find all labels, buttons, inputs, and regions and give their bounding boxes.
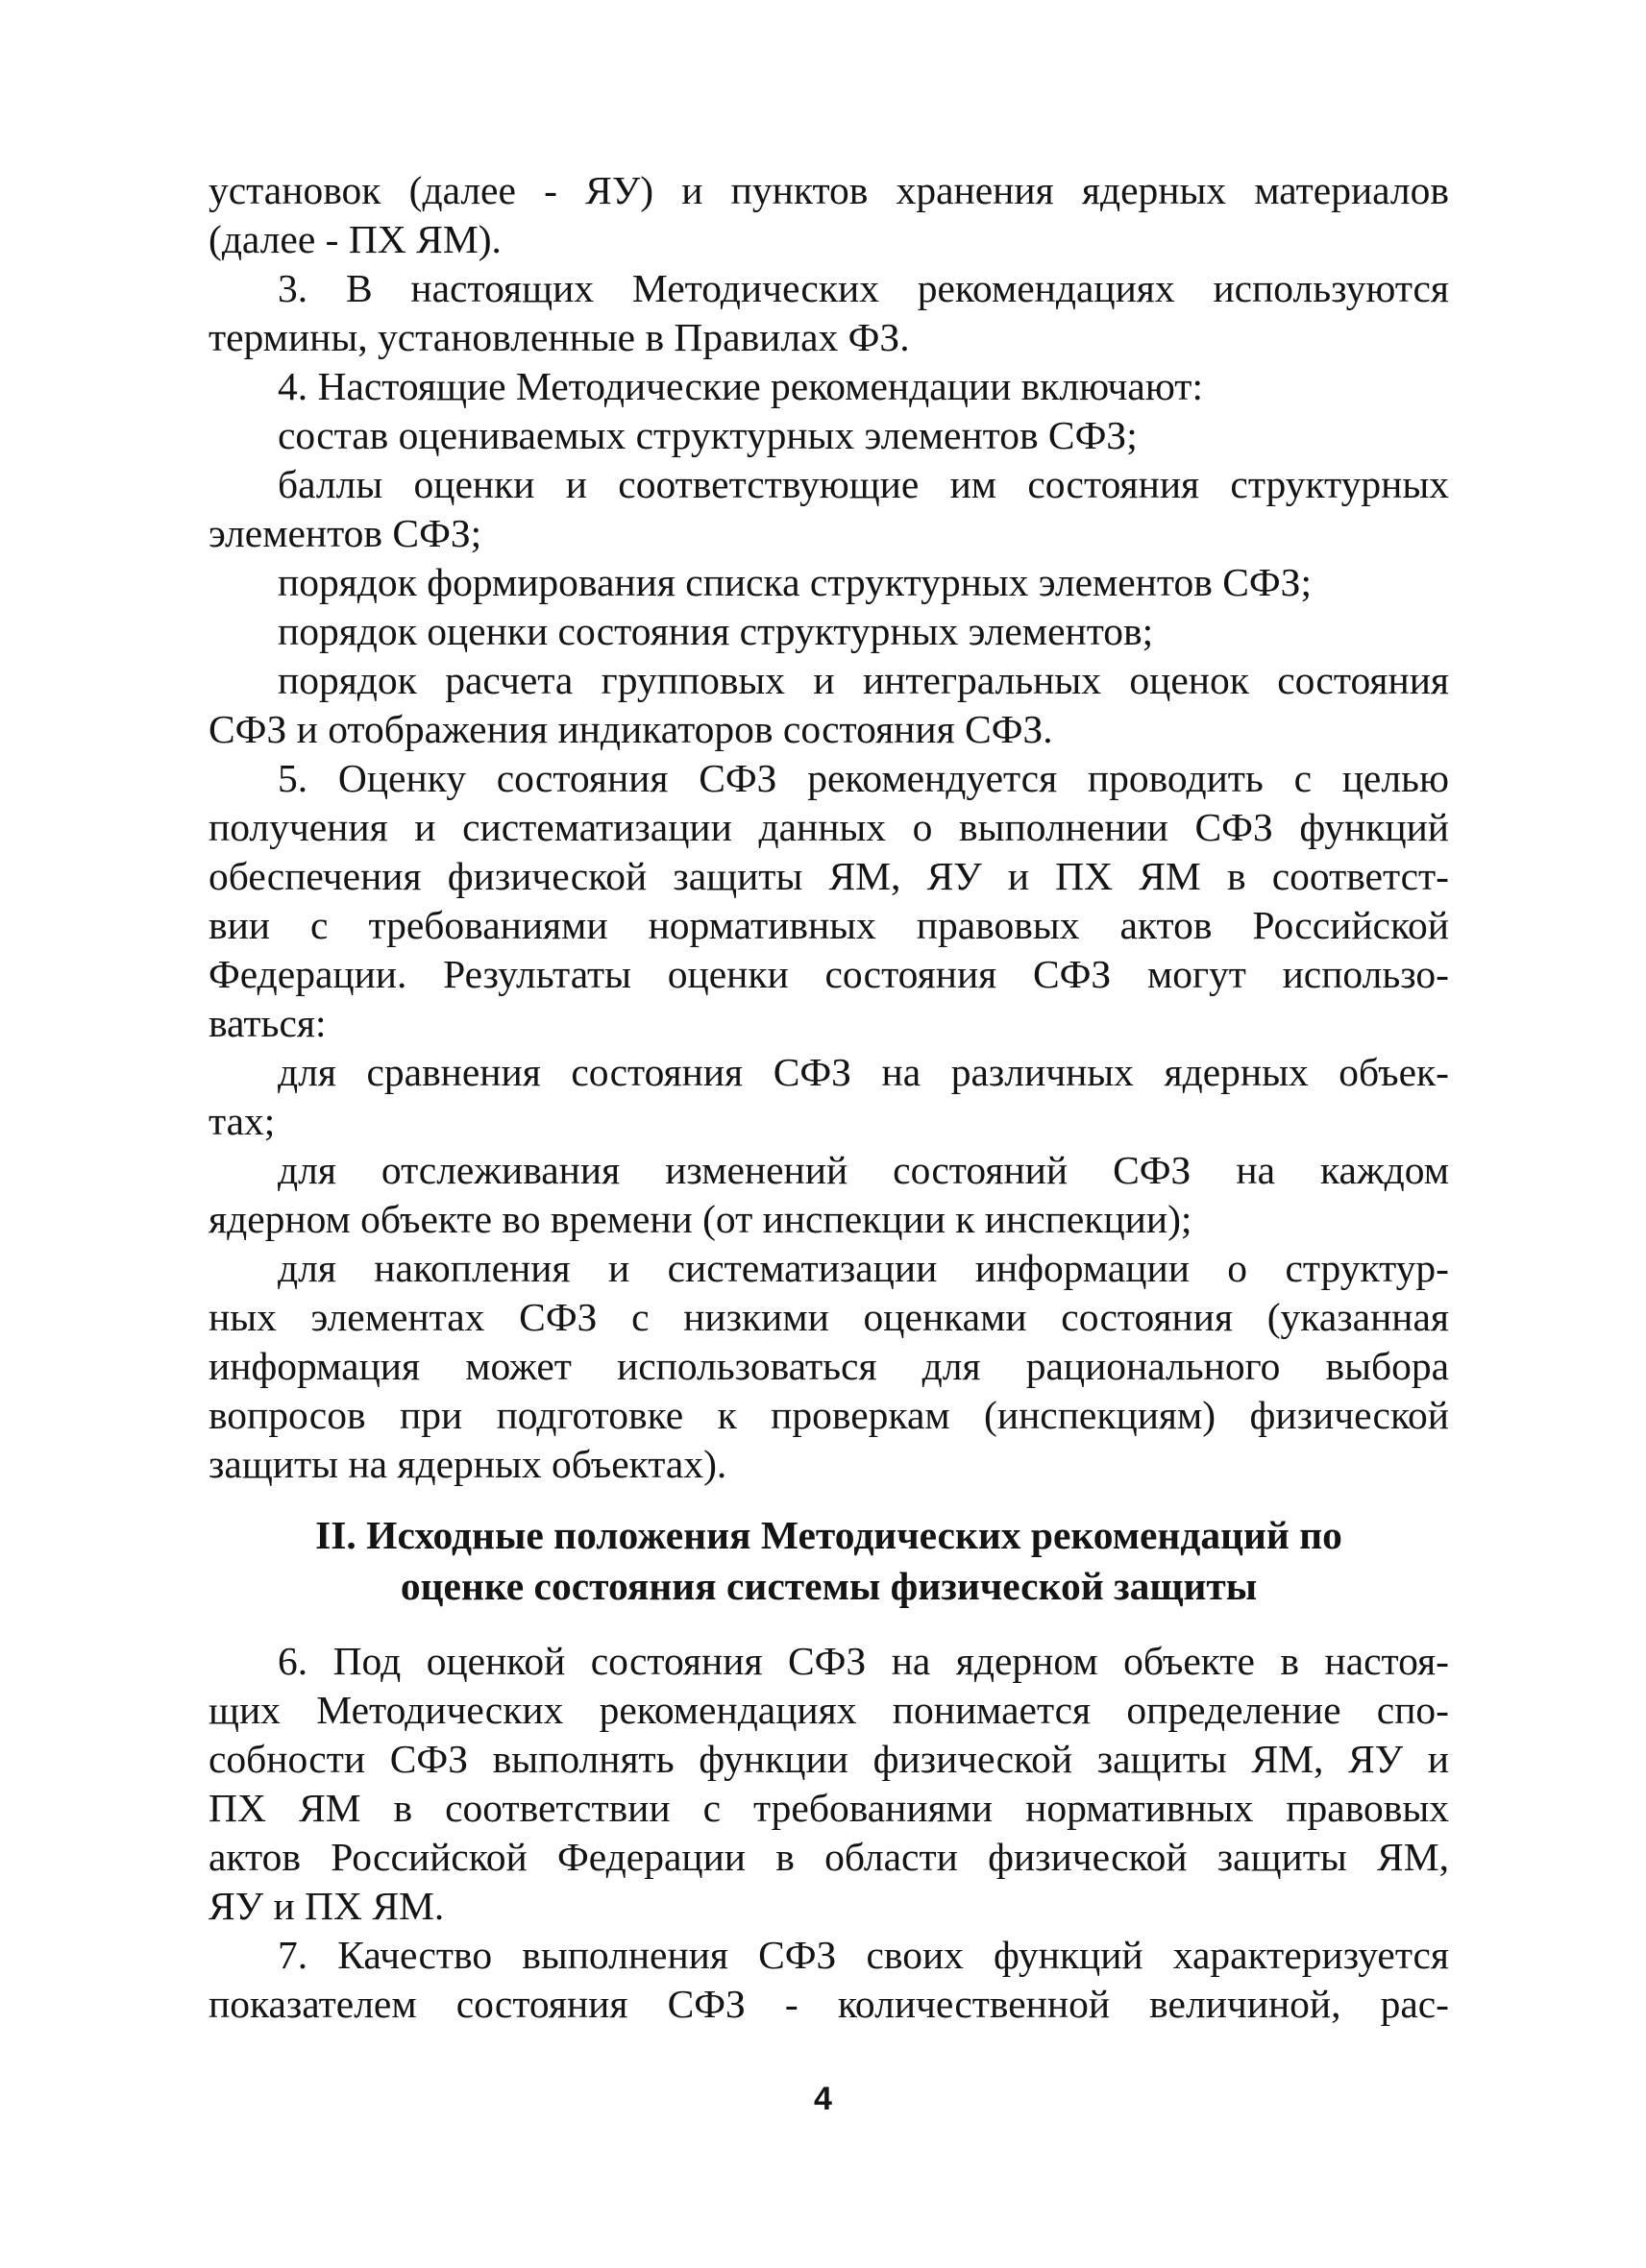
text-line: порядок расчета групповых и интегральных оценок состояния: [278, 658, 1449, 702]
text-line: собности СФЗ выполнять функции физической защиты ЯМ, ЯУ и: [209, 1737, 1449, 1781]
page-number: 4: [814, 2081, 832, 2117]
text-block-section-1: [209, 166, 1449, 1489]
text-line: обеспечения физической защиты ЯМ, ЯУ и ПХ ЯМ в соответст-: [209, 854, 1449, 898]
text-line: вопросов при подготовке к проверкам (инспекциям) физической: [209, 1393, 1449, 1437]
text-line: получения и систематизации данных о выполнении СФЗ функций: [209, 805, 1449, 849]
text-line: для накопления и систематизации информации о структур-: [278, 1246, 1449, 1290]
text-line: состав оцениваемых структурных элементов СФЗ;: [278, 413, 1138, 457]
text-line: актов Российской Федерации в области физической защиты ЯМ,: [209, 1835, 1449, 1879]
section-heading-line-2: оценке состояния системы физической защиты: [400, 1564, 1258, 1608]
text-line: порядок оценки состояния структурных элементов;: [278, 609, 1154, 653]
text-line: тах;: [209, 1099, 276, 1143]
text-line: для отслеживания изменений состояний СФЗ на каждом: [278, 1148, 1449, 1192]
text-line: 6. Под оценкой состояния СФЗ на ядерном объекте в настоя-: [278, 1639, 1449, 1683]
text-line: для сравнения состояния СФЗ на различных ядерных объек-: [278, 1050, 1449, 1094]
text-line: термины, установленные в Правилах ФЗ.: [209, 315, 910, 359]
text-line: показателем состояния СФЗ - количественной величиной, рас-: [209, 1982, 1449, 2026]
text-line: 7. Качество выполнения СФЗ своих функций характеризуется: [278, 1933, 1449, 1977]
text-line: ЯУ и ПХ ЯМ.: [209, 1884, 445, 1928]
text-line: 3. В настоящих Методических рекомендациях используются: [278, 266, 1449, 310]
text-line: установок (далее - ЯУ) и пунктов хранения ядерных материалов: [209, 168, 1449, 212]
text-line: элементов СФЗ;: [209, 511, 482, 555]
text-line: 5. Оценку состояния СФЗ рекомендуется проводить с целью: [278, 756, 1449, 800]
text-line: щих Методических рекомендациях понимается определение спо-: [209, 1688, 1449, 1732]
text-line: порядок формирования списка структурных элементов СФЗ;: [278, 560, 1312, 604]
text-line: СФЗ и отображения индикаторов состояния СФЗ.: [209, 707, 1053, 751]
section-heading-line-1: II. Исходные положения Методических рекомендаций по: [315, 1513, 1342, 1557]
text-line: защиты на ядерных объектах).: [209, 1442, 727, 1486]
text-block-section-2: [209, 1637, 1449, 2029]
text-line: вии с требованиями нормативных правовых актов Российской: [209, 903, 1449, 947]
text-line: ных элементах СФЗ с низкими оценками состояния (указанная: [209, 1295, 1449, 1339]
text-line: ваться:: [209, 1001, 327, 1045]
text-line: ПХ ЯМ в соответствии с требованиями нормативных правовых: [209, 1786, 1449, 1830]
text-line: (далее - ПХ ЯМ).: [209, 217, 502, 261]
document-page: [209, 166, 1449, 2029]
text-line: Федерации. Результаты оценки состояния СФЗ могут использо-: [209, 952, 1449, 996]
text-line: ядерном объекте во времени (от инспекции к инспекции);: [209, 1197, 1192, 1241]
section-heading: [209, 1510, 1449, 1612]
text-line: баллы оценки и соответствующие им состояния структурных: [278, 462, 1449, 506]
text-line: информация может использоваться для рационального выбора: [209, 1344, 1449, 1388]
text-line: 4. Настоящие Методические рекомендации включают:: [278, 364, 1203, 408]
